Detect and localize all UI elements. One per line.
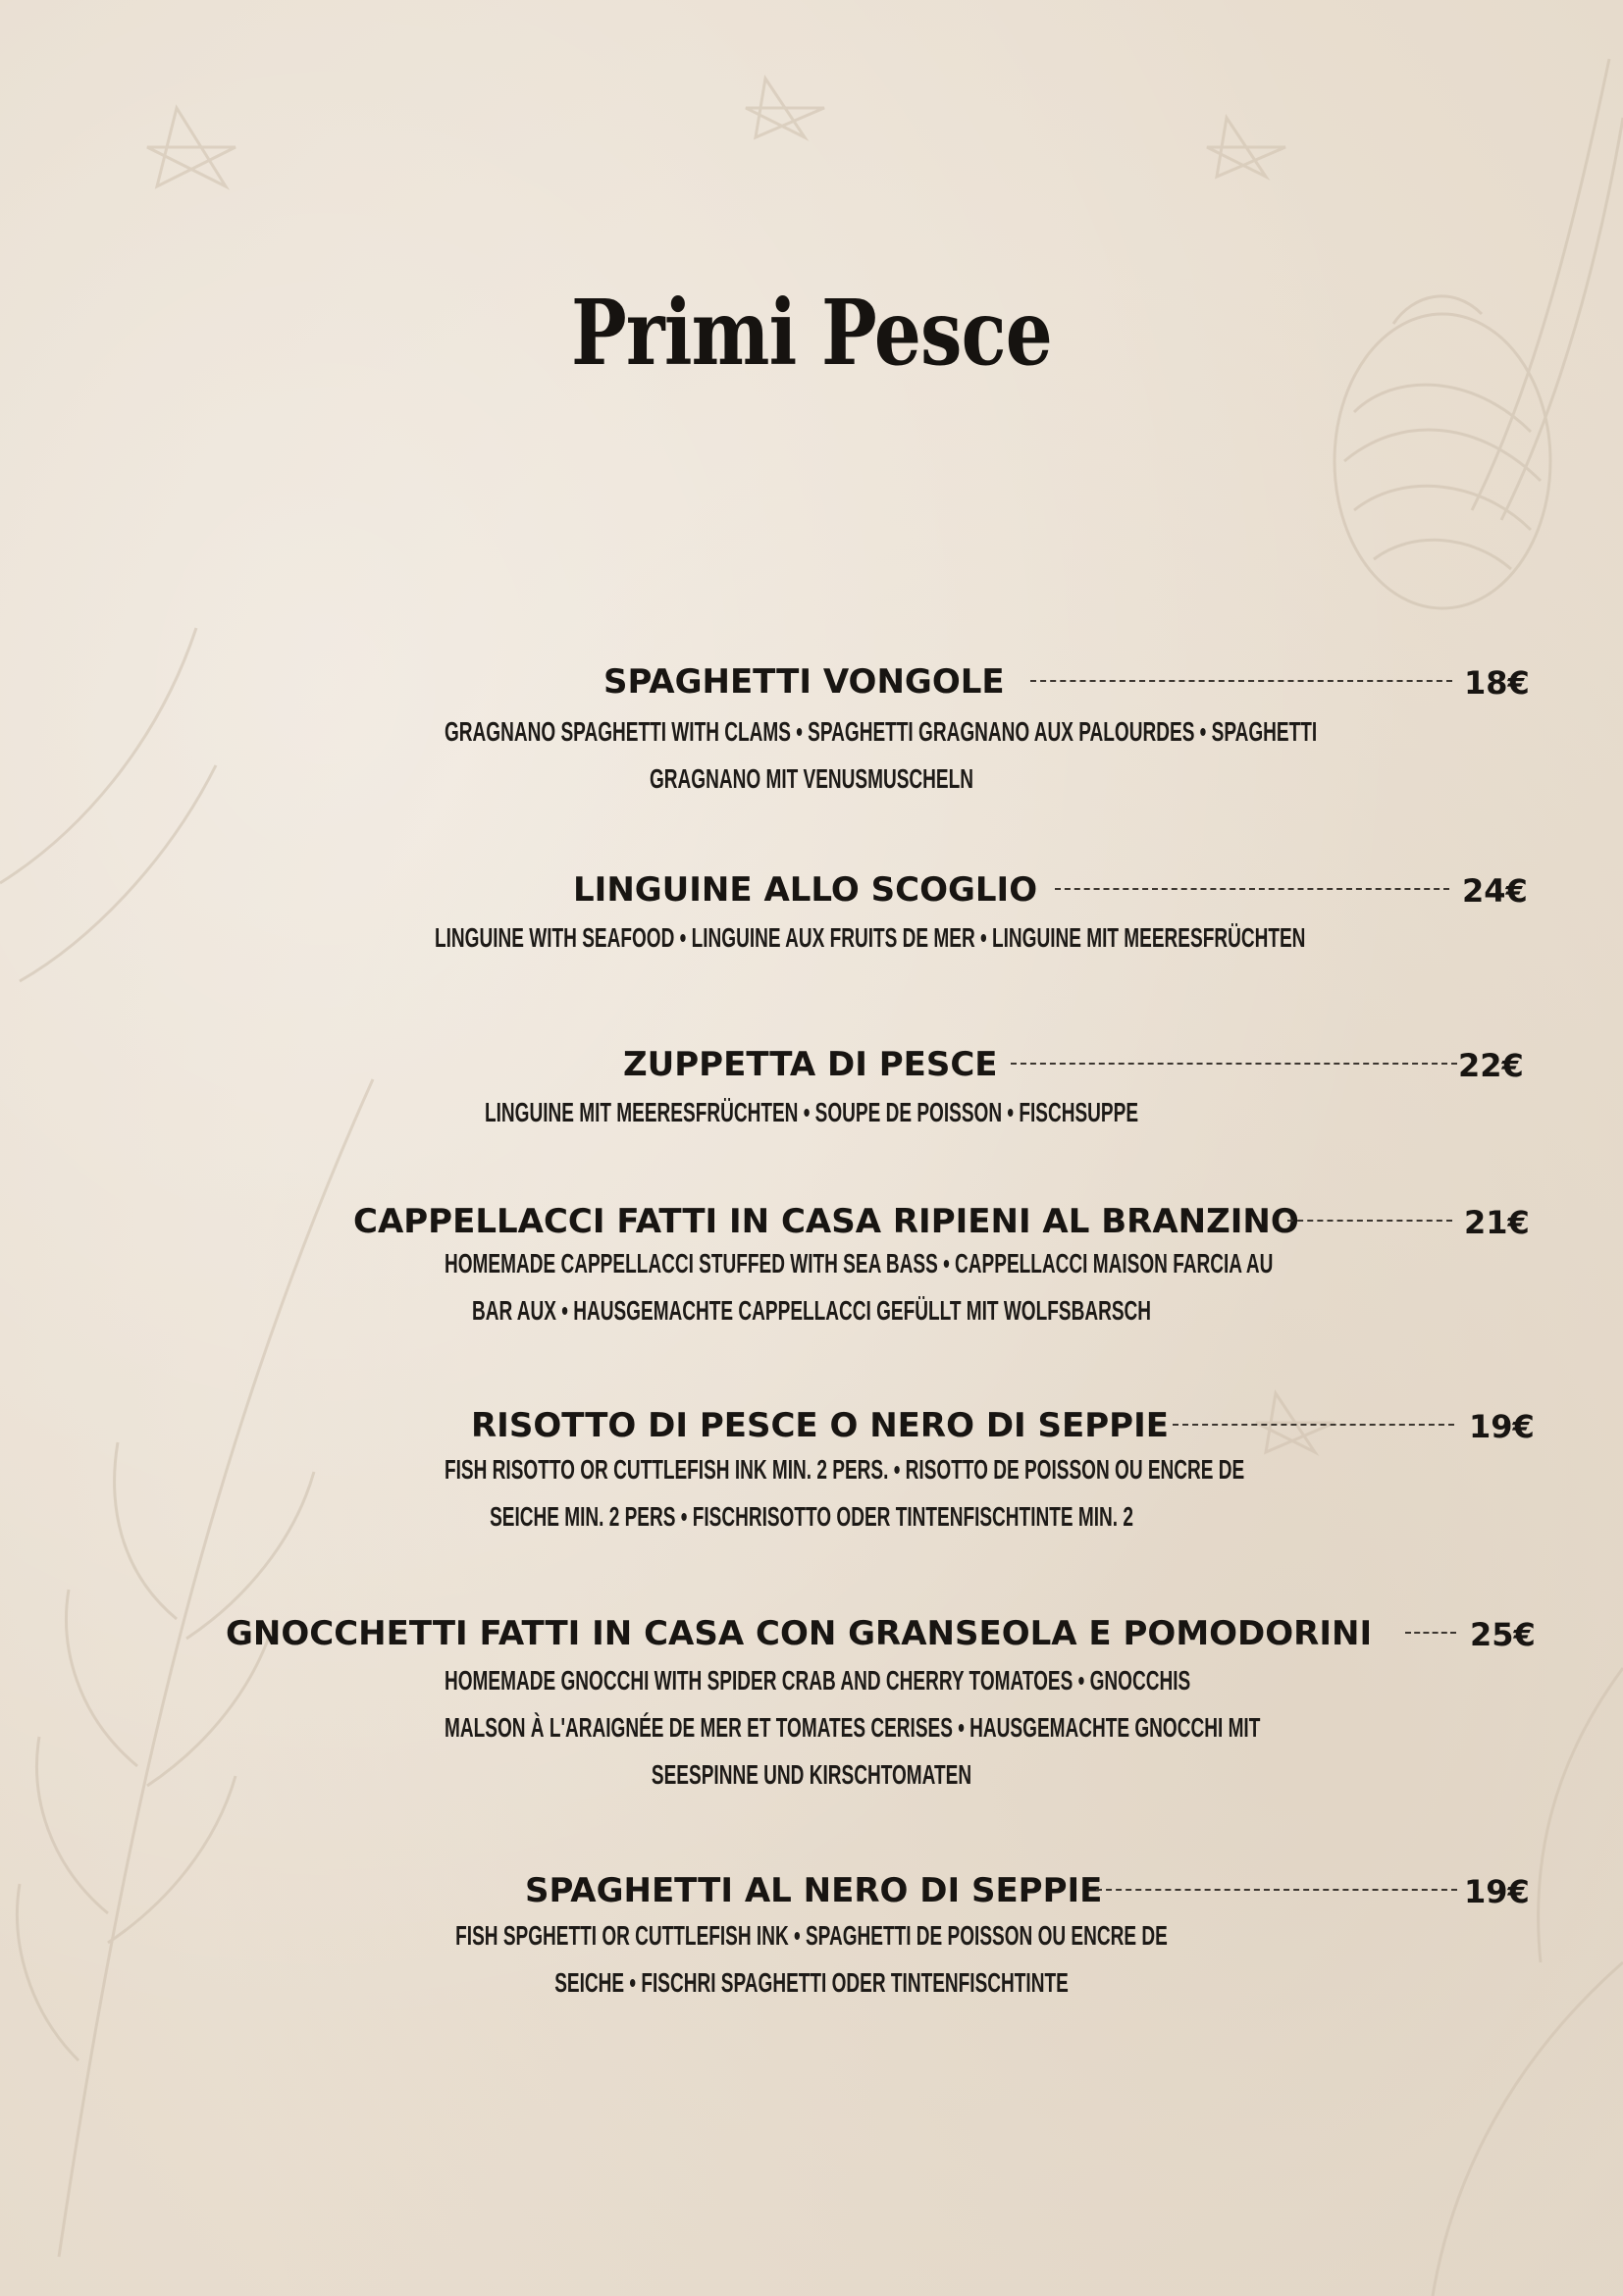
dish-name: SPAGHETTI AL NERO DI SEPPIE (525, 1871, 1103, 1910)
dotted-leader (1055, 888, 1449, 890)
dish-name: LINGUINE ALLO SCOGLIO (573, 870, 1038, 910)
description-line: LINGUINE WITH SEAFOOD • LINGUINE AUX FRUITS DE MER • LINGUINE MIT MEERESFRÜCHTEN (435, 922, 1306, 953)
dish-description (445, 1446, 1245, 1540)
description-line: SEICHE MIN. 2 PERS • FISCHRISOTTO ODER TINTENFISCHTINTE MIN. 2 (490, 1501, 1133, 1532)
dish-name: ZUPPETTA DI PESCE (623, 1045, 998, 1084)
description-line: SEESPINNE UND KIRSCHTOMATEN (651, 1759, 972, 1790)
description-line: LINGUINE MIT MEERESFRÜCHTEN • SOUPE DE POISSON • FISCHSUPPE (484, 1097, 1139, 1127)
description-line: BAR AUX • HAUSGEMACHTE CAPPELLACCI GEFÜLLT MIT WOLFSBARSCH (471, 1295, 1152, 1326)
page-title: Primi Pesce (571, 280, 1052, 386)
dotted-leader (1405, 1632, 1456, 1634)
dish-description (445, 1912, 1178, 2007)
description-line: FISH SPGHETTI OR CUTTLEFISH INK • SPAGHETTI DE POISSON OU ENCRE DE (455, 1920, 1168, 1951)
dish-price: 18€ (1464, 664, 1530, 702)
dish-name: RISOTTO DI PESCE O NERO DI SEPPIE (471, 1406, 1169, 1445)
dish-description (445, 1657, 1261, 1799)
dish-description (445, 1240, 1274, 1334)
dish-price: 25€ (1470, 1616, 1536, 1653)
dotted-leader (1287, 1220, 1452, 1222)
dish-price: 19€ (1469, 1408, 1535, 1445)
dish-price: 24€ (1462, 872, 1528, 910)
dish-description (445, 1089, 1178, 1136)
dish-name: CAPPELLACCI FATTI IN CASA RIPIENI AL BRANZINO (353, 1202, 1299, 1241)
dish-name: SPAGHETTI VONGOLE (603, 662, 1005, 702)
dotted-leader (1173, 1424, 1454, 1426)
dotted-leader (1030, 680, 1452, 682)
dish-price: 19€ (1464, 1873, 1530, 1910)
dotted-leader (1096, 1889, 1457, 1891)
dotted-leader (1011, 1063, 1457, 1065)
dish-name: GNOCCHETTI FATTI IN CASA CON GRANSEOLA E POMODORINI (226, 1614, 1373, 1653)
description-line: HOMEMADE CAPPELLACCI STUFFED WITH SEA BASS • CAPPELLACCI MAISON FARCIA AU (445, 1248, 1274, 1278)
description-line: GRAGNANO SPAGHETTI WITH CLAMS • SPAGHETTI GRAGNANO AUX PALOURDES • SPAGHETTI (445, 716, 1318, 747)
dish-description (435, 914, 1306, 962)
description-line: GRAGNANO MIT VENUSMUSCHELN (649, 763, 974, 794)
dish-description (445, 708, 1318, 803)
description-line: MALSON À L'ARAIGNÉE DE MER ET TOMATES CERISES • HAUSGEMACHTE GNOCCHI MIT (445, 1712, 1261, 1743)
description-line: HOMEMADE GNOCCHI WITH SPIDER CRAB AND CHERRY TOMATOES • GNOCCHIS (445, 1665, 1191, 1696)
dish-price: 21€ (1464, 1204, 1530, 1241)
dish-price: 22€ (1458, 1047, 1524, 1084)
description-line: SEICHE • FISCHRI SPAGHETTI ODER TINTENFISCHTINTE (554, 1967, 1069, 1998)
description-line: FISH RISOTTO OR CUTTLEFISH INK MIN. 2 PERS. • RISOTTO DE POISSON OU ENCRE DE (445, 1454, 1245, 1485)
